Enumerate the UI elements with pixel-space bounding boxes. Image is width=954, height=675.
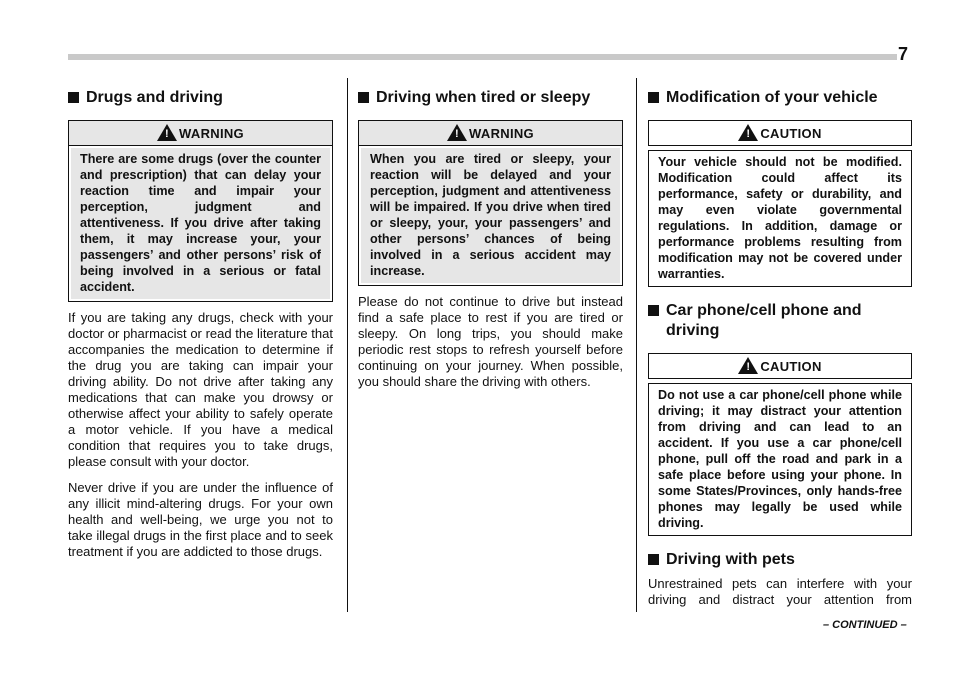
warning-box	[68, 120, 333, 302]
caution-label: CAUTION	[760, 125, 822, 141]
heading-text: Driving when tired or sleepy	[376, 89, 591, 106]
caution-title-box	[648, 353, 912, 379]
caution-text: Do not use a car phone/cell phone while driving; it may distract your attention from driving and can lead to an accident. If you use a car phone/cell phone, pull off the road and park in a safe place before using your phone. In some States/Provinces, only hands-free phones may legally be used while driving.	[658, 388, 902, 530]
square-bullet-icon	[358, 92, 369, 103]
square-bullet-icon	[68, 92, 79, 103]
warning-label: WARNING	[179, 125, 244, 141]
square-bullet-icon	[648, 554, 659, 565]
heading-text: Drugs and driving	[86, 89, 223, 106]
section-heading	[68, 88, 333, 108]
column-tired	[358, 88, 623, 400]
column-modification	[648, 88, 912, 618]
caution-title	[649, 121, 911, 145]
caution-box	[648, 383, 912, 536]
square-bullet-icon	[648, 92, 659, 103]
warning-triangle-icon: !	[157, 124, 177, 141]
caution-title	[649, 354, 911, 378]
warning-label: WARNING	[469, 125, 534, 141]
section-heading	[358, 88, 623, 108]
body-paragraph: Never drive if you are under the influence of any illicit mind-altering drugs. For your own health and well-being, we urge you not to take illegal drugs in the first place and to seek treatment if you are addicted to those drugs.	[68, 480, 333, 559]
warning-text: There are some drugs (over the counter and prescription) that can delay your reaction time and impair your perception, judgment and attentiveness. If you drive after taking them, it may increase your, your passengers’ and other persons’ risk of being involved in a serious or fatal accident.	[71, 148, 330, 299]
caution-title-box	[648, 120, 912, 146]
caution-box	[648, 150, 912, 287]
heading-text: Driving with pets	[666, 551, 795, 568]
warning-title	[359, 121, 622, 146]
warning-triangle-icon: !	[738, 124, 758, 141]
warning-triangle-icon: !	[738, 357, 758, 374]
section-heading	[648, 550, 912, 570]
caution-label: CAUTION	[760, 358, 822, 374]
continued-label: – CONTINUED –	[823, 619, 907, 631]
caution-text: Your vehicle should not be modified. Modification could affect its performance, safety or durability, and may even violate governmental regulations. In addition, damage or performance problems resulting from modification may not be covered under warranties.	[658, 155, 902, 281]
section-heading	[648, 88, 912, 108]
body-paragraph: If you are taking any drugs, check with your doctor or pharmacist or read the literature that accompanies the medication to determine if the drug you are taking can impair your driving ability. Do not drive after taking any medications that can make you drowsy or otherwise affect your ability to safely operate a motor vehicle. If you have a medical condition that requires you to take drugs, please consult with your doctor.	[68, 310, 333, 469]
square-bullet-icon	[648, 305, 659, 316]
body-paragraph: Unrestrained pets can interfere with your driving and distract your attention from	[648, 576, 912, 607]
heading-text: Modification of your vehicle	[666, 89, 878, 106]
warning-box	[358, 120, 623, 286]
column-drugs	[68, 88, 333, 570]
body-paragraph: Please do not continue to drive but instead find a safe place to rest if you are tired or sleepy. On long trips, you should make periodic rest stops to refresh yourself before continuing on your journey. When possible, you should share the driving with others.	[358, 294, 623, 389]
column-divider	[636, 78, 637, 612]
page-number: 7	[898, 44, 909, 64]
column-divider	[347, 78, 348, 612]
section-heading	[648, 301, 912, 341]
warning-triangle-icon: !	[447, 124, 467, 141]
warning-text: When you are tired or sleepy, your reaction will be delayed and your perception, judgment and attentiveness will be impaired. If you drive when tired or sleepy, your, your passengers’ and other persons’ chances of being involved in a serious accident may increase.	[361, 148, 620, 283]
header-rule	[68, 54, 897, 60]
warning-title	[69, 121, 332, 146]
heading-text: Car phone/cell phone and driving	[666, 302, 862, 339]
